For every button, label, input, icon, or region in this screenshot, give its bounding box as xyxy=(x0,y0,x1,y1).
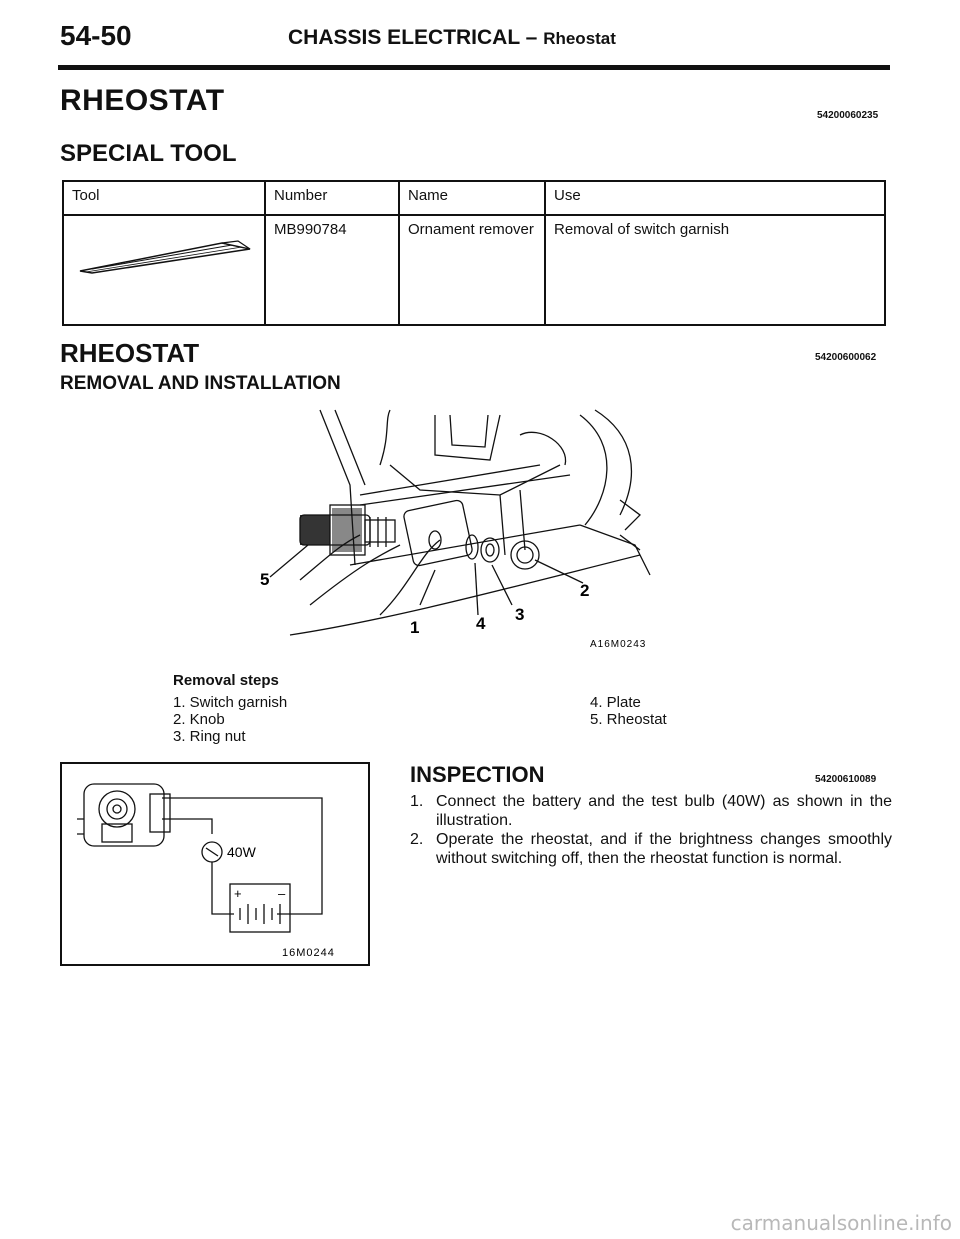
test-circuit-diagram xyxy=(62,764,368,964)
figure1-id: A16M0243 xyxy=(590,639,647,650)
list-item xyxy=(410,792,892,830)
battery-plus: + xyxy=(234,886,242,901)
table-header-row xyxy=(63,181,885,215)
inspection-steps xyxy=(410,792,892,868)
tool-use-cell: Removal of switch garnish xyxy=(545,215,885,325)
removal-step: 1. Switch garnish xyxy=(173,694,288,711)
step-text: Operate the rheostat, and if the brightness changes smoothly without switching off, then the rheostat function is normal. xyxy=(436,831,892,867)
removal-steps-right xyxy=(590,694,667,728)
step-number: 2. xyxy=(410,831,424,848)
removal-step: 3. Ring nut xyxy=(173,728,246,745)
callout-4: 4 xyxy=(476,614,486,633)
title-code: 54200060235 xyxy=(817,110,879,121)
removal-illustration xyxy=(240,405,660,655)
col-header-name: Name xyxy=(399,181,545,215)
inspection-code: 54200610089 xyxy=(815,774,877,785)
removal-step: 2. Knob xyxy=(173,711,225,728)
col-header-number: Number xyxy=(265,181,399,215)
bulb-label: 40W xyxy=(227,844,256,860)
special-tool-heading: SPECIAL TOOL xyxy=(60,140,237,167)
removal-steps-left xyxy=(173,694,287,745)
subsection-title: Rheostat xyxy=(543,29,616,48)
ornament-remover-illustration xyxy=(72,221,256,291)
col-header-use: Use xyxy=(545,181,885,215)
running-header xyxy=(288,26,616,50)
battery-minus: – xyxy=(278,886,286,901)
header-separator: – xyxy=(525,26,538,49)
callout-1: 1 xyxy=(410,618,420,637)
tool-name-cell: Ornament remover xyxy=(399,215,545,325)
header-rule xyxy=(58,65,890,70)
callout-3: 3 xyxy=(515,605,525,624)
section-code: 54200600062 xyxy=(815,352,877,363)
step-text: Connect the battery and the test bulb (40W) as shown in the illustration. xyxy=(436,793,892,829)
removal-steps-heading: Removal steps xyxy=(173,672,279,689)
table-row xyxy=(63,215,885,325)
tool-image-cell xyxy=(63,215,265,325)
callout-2: 2 xyxy=(580,581,590,600)
inspection-heading: INSPECTION xyxy=(410,762,545,787)
inspection-figure xyxy=(60,762,370,966)
page-number: 54-50 xyxy=(60,20,132,51)
removal-step: 4. Plate xyxy=(590,694,641,711)
section-title: CHASSIS ELECTRICAL xyxy=(288,26,520,49)
step-number: 1. xyxy=(410,793,424,810)
list-item xyxy=(410,830,892,868)
callout-5: 5 xyxy=(260,570,270,589)
figure2-id: 16M0244 xyxy=(282,947,335,959)
col-header-tool: Tool xyxy=(63,181,265,215)
special-tool-table xyxy=(62,180,886,326)
page-title: RHEOSTAT xyxy=(60,84,225,117)
removal-step: 5. Rheostat xyxy=(590,711,667,728)
removal-installation-heading: REMOVAL AND INSTALLATION xyxy=(60,373,341,394)
watermark: carmanualsonline.info xyxy=(730,1211,952,1235)
section-title-rheostat: RHEOSTAT xyxy=(60,338,200,368)
tool-number-cell: MB990784 xyxy=(265,215,399,325)
